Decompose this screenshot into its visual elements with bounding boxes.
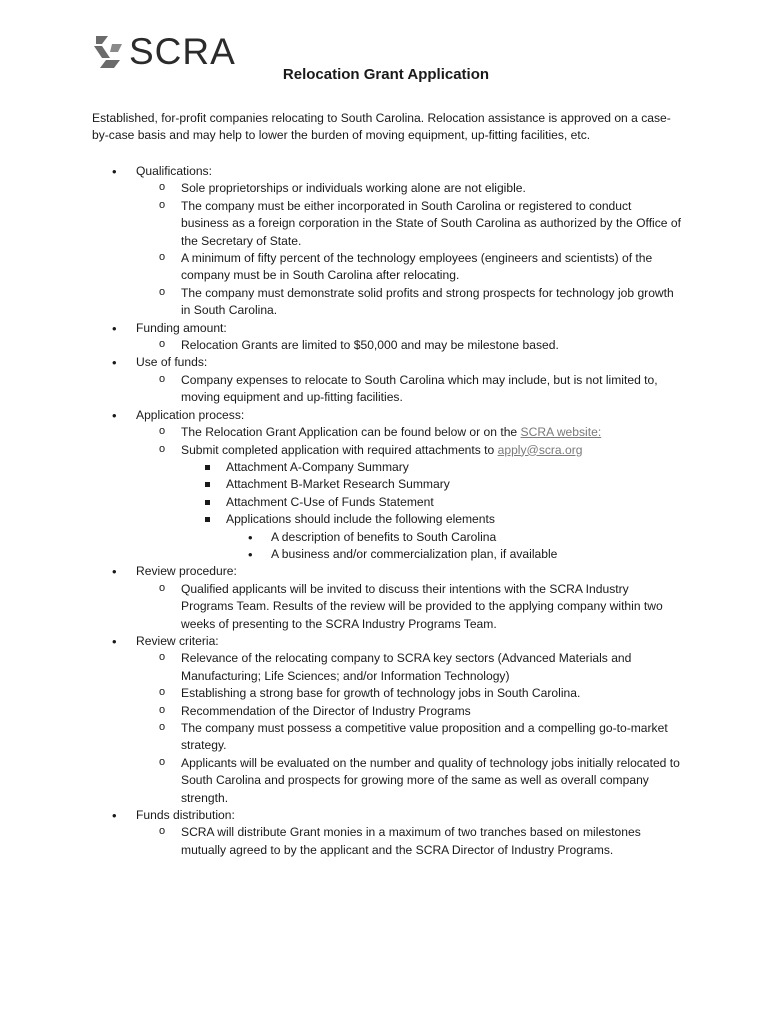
attachment-item: Attachment B-Market Research Summary — [181, 476, 682, 493]
section-review-procedure — [92, 563, 682, 633]
list-item: o Qualified applicants will be invited to discuss their intentions with the SCRA Industry Programs Team. Results of the review will be provided to the applying company within two weeks of presenting to the SCRA Industry Programs Team. — [136, 581, 682, 633]
list-item: o A minimum of fifty percent of the technology employees (engineers and scientists) of the company must be in South Carolina after relocating. — [136, 250, 682, 285]
list-item: o Relocation Grants are limited to $50,000 and may be milestone based. — [136, 337, 682, 354]
list-item: o Recommendation of the Director of Industry Programs — [136, 703, 682, 720]
scra-website-link[interactable]: SCRA website: — [520, 425, 602, 440]
item-text: The Relocation Grant Application can be found below or on the — [181, 425, 521, 440]
section-application-process — [92, 407, 682, 564]
section-heading: Use of funds: — [136, 355, 208, 370]
section-heading: Qualifications: — [136, 164, 212, 178]
apply-email-link[interactable]: apply@scra.org — [497, 442, 583, 457]
section-heading: Funds distribution: — [136, 808, 235, 823]
item-text: Submit completed application with required attachments to — [181, 442, 498, 457]
attachment-item: Attachment C-Use of Funds Statement — [181, 494, 682, 511]
section-qualifications — [92, 163, 682, 320]
section-review-criteria — [92, 633, 682, 807]
section-list — [92, 163, 682, 859]
list-item: o SCRA will distribute Grant monies in a maximum of two tranches based on milestones mutually agreed to by the applicant and the SCRA Director of Industry Programs. — [136, 824, 682, 859]
element-item: • A description of benefits to South Carolina — [226, 529, 682, 546]
section-heading: Review procedure: — [136, 564, 237, 579]
list-item: o The company must be either incorporated in South Carolina or registered to conduct business as a foreign corporation in the State of South Carolina as authorized by the Office of the Secretary of State. — [136, 198, 682, 250]
document-body — [92, 163, 682, 859]
list-item: o The company must possess a competitive value proposition and a compelling go-to-market strategy. — [136, 720, 682, 755]
section-funds-distribution — [92, 807, 682, 859]
section-heading: Funding amount: — [136, 320, 227, 335]
list-item: o Relevance of the relocating company to SCRA key sectors (Advanced Materials and Manufacturing; Life Sciences; and/or Information Technology) — [136, 650, 682, 685]
element-item: • A business and/or commercialization plan, if available — [226, 546, 682, 563]
list-item: o Company expenses to relocate to South Carolina which may include, but is not limited to, moving equipment and up-fitting facilities. — [136, 372, 682, 407]
list-item: o Sole proprietorships or individuals working alone are not eligible. — [136, 180, 682, 197]
item-text: Applications should include the following elements — [226, 512, 495, 527]
scra-logo-mark-icon — [92, 34, 126, 70]
attachment-item — [181, 511, 682, 563]
list-item — [136, 442, 682, 564]
list-item: o Applicants will be evaluated on the number and quality of technology jobs initially relocated to South Carolina and prospects for growing more of the same as well as overall company strength. — [136, 755, 682, 807]
logo-text: SCRA — [129, 31, 236, 72]
section-funding — [92, 320, 682, 355]
section-heading: Review criteria: — [136, 633, 219, 648]
section-heading: Application process: — [136, 407, 245, 422]
list-item: o The company must demonstrate solid profits and strong prospects for technology job growth in South Carolina. — [136, 285, 682, 320]
section-use-of-funds — [92, 354, 682, 406]
list-item: o Establishing a strong base for growth of technology jobs in South Carolina. — [136, 685, 682, 702]
intro-paragraph: Established, for-profit companies relocating to South Carolina. Relocation assistance is approved on a case-by-case basis and may help to lower the burden of moving equipment, up-fitting facilities, etc. — [92, 111, 671, 143]
attachment-item: Attachment A-Company Summary — [181, 459, 682, 476]
list-item — [136, 424, 682, 441]
page-title: Relocation Grant Application — [282, 66, 490, 83]
